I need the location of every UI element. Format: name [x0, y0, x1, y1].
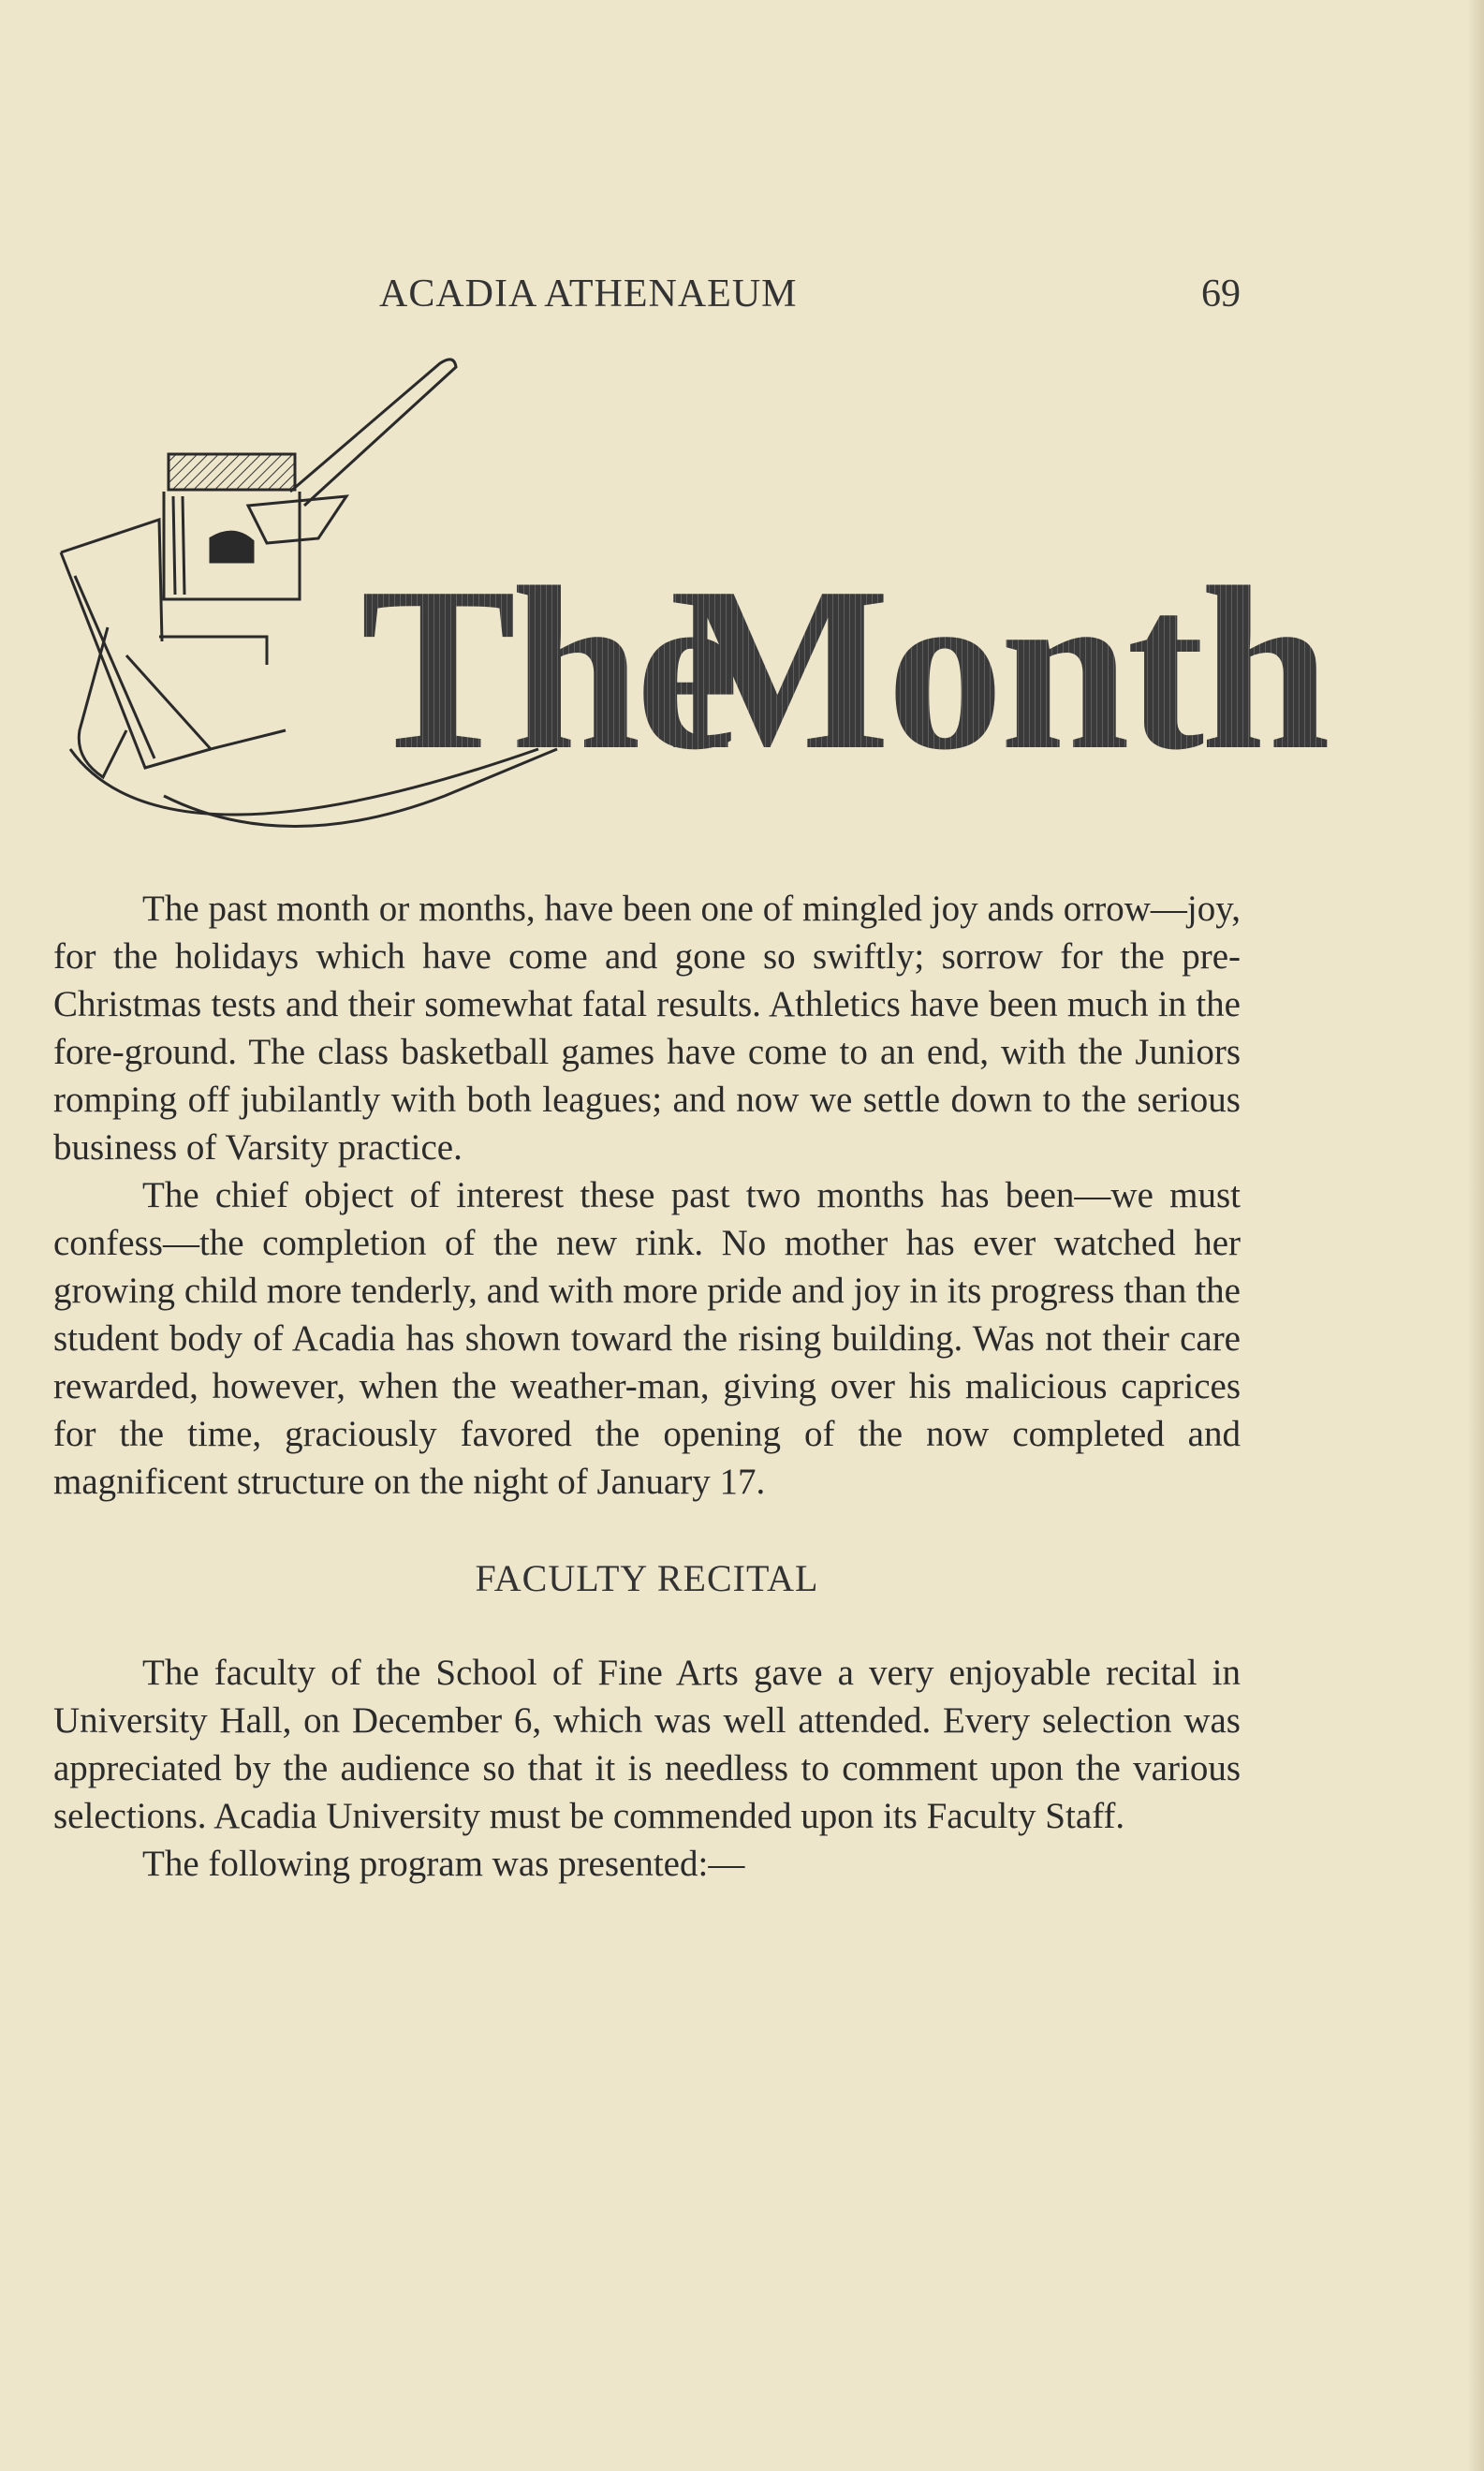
masthead-graphic	[51, 356, 1328, 843]
section-heading: FACULTY RECITAL	[475, 1557, 819, 1599]
article-paragraph-2: The chief object of interest these past two months has been—we must confess—the completion of the new rink. No mother has ever watched her growing child more tenderly, and with more pride and joy in its progress than the student body of Acadia has shown toward the rising building. Was not their care rewarded, however, when the weather-man, giving over his malicious caprices for the time, graciously favored the opening of the now completed and magnificent structure on the night of January 17.	[53, 1175, 1241, 1502]
page-edge-shadow	[1467, 0, 1484, 2471]
running-title: ACADIA ATHENAEUM	[379, 272, 798, 316]
page-body	[53, 885, 1241, 1888]
masthead-title	[360, 539, 1328, 799]
masthead	[51, 356, 1328, 843]
section-paragraph-1: The faculty of the School of Fine Arts gave a very enjoyable recital in University Hall, on December 6, which was well attended. Every selection was appreciated by the audience so that it is needless to comment upon the various selections. Acadia University must be commended upon its Faculty Staff.	[53, 1653, 1241, 1836]
article-paragraph-1: The past month or months, have been one of mingled joy ands orrow—joy, for the holidays which have come and gone so swiftly; sorrow for the pre-Christmas tests and their somewhat fatal results. Athletics have been much in the fore-ground. The class basketball games have come to an end, with the Juniors romping off jubilantly with both leagues; and now we settle down to the serious business of Varsity practice.	[53, 889, 1241, 1168]
page-number: 69	[1201, 272, 1241, 316]
running-head	[0, 272, 1484, 328]
section-paragraph-2: The following program was presented:—	[142, 1844, 745, 1884]
svg-text:The: The	[360, 539, 734, 799]
svg-text:Month: Month	[669, 539, 1328, 799]
